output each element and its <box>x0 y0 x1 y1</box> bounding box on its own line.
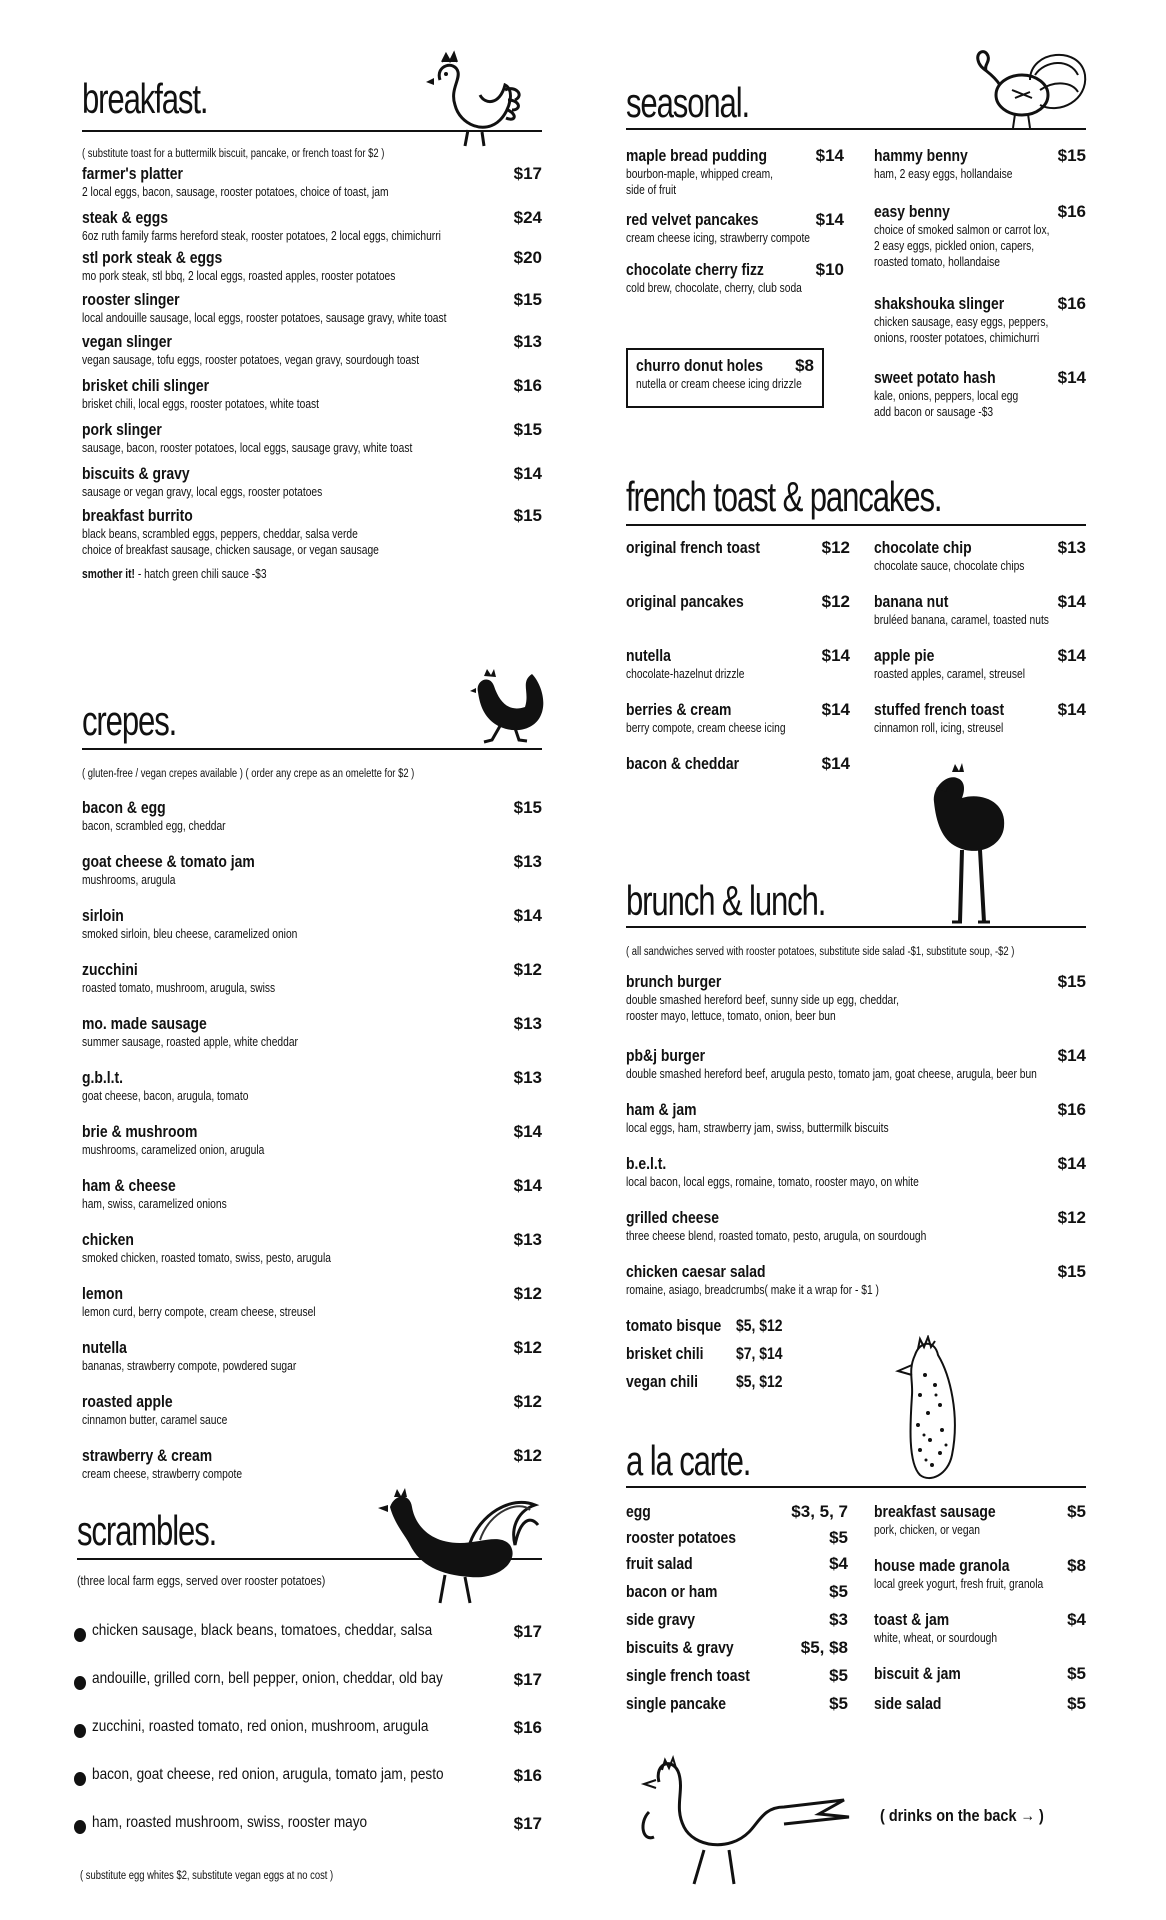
item-desc: local andouille sausage, local eggs, rooster potatoes, sausage gravy, white toast <box>82 311 447 325</box>
bullet-icon <box>74 1772 86 1786</box>
bullet-icon <box>74 1628 86 1642</box>
menu-item <box>626 1638 848 1666</box>
item-price: $14 <box>821 646 850 665</box>
item-desc: local greek yogurt, fresh fruit, granola <box>874 1577 1044 1591</box>
item-desc: cinnamon roll, icing, streusel <box>874 721 1004 735</box>
item-price: $14 <box>513 464 542 483</box>
item-price: $14 <box>513 1122 542 1141</box>
scramble-price: $17 <box>513 1670 542 1689</box>
brunch-note: ( all sandwiches served with rooster potatoes, substitute side salad -$1, substitute soup, -$2 ) <box>626 946 1015 958</box>
item-desc: chicken sausage, easy eggs, peppers, <box>874 315 1049 329</box>
scramble-text: andouille, grilled corn, bell pepper, onion, cheddar, old bay <box>92 1670 443 1687</box>
item-desc: local bacon, local eggs, romaine, tomato, rooster mayo, on white <box>626 1175 919 1189</box>
soup-list <box>626 1316 806 1400</box>
brunch-section <box>626 877 1086 1391</box>
bullet-icon <box>74 1820 86 1834</box>
menu-item <box>874 538 1086 592</box>
menu-item <box>626 1502 848 1528</box>
item-name: goat cheese & tomato jam <box>82 852 255 871</box>
item-name: chocolate chip <box>874 538 972 557</box>
item-name: bacon or ham <box>626 1582 718 1601</box>
item-price: $12 <box>513 1338 542 1357</box>
item-name: shakshouka slinger <box>874 294 1005 313</box>
scramble-text: zucchini, roasted tomato, red onion, mushroom, arugula <box>92 1718 429 1735</box>
soup-price: $5, $12 <box>736 1372 783 1391</box>
menu-item <box>626 1554 848 1582</box>
scramble-price: $17 <box>513 1622 542 1641</box>
item-desc: chocolate sauce, chocolate chips <box>874 559 1025 573</box>
item-name: rooster slinger <box>82 290 180 309</box>
menu-item <box>626 1666 848 1694</box>
scramble-price: $16 <box>513 1718 542 1737</box>
item-desc: rooster mayo, lettuce, tomato, onion, beer bun <box>626 1009 836 1023</box>
item-name: single pancake <box>626 1694 726 1713</box>
item-name: stl pork steak & eggs <box>82 248 223 267</box>
item-name: toast & jam <box>874 1610 950 1629</box>
item-price: $12 <box>513 960 542 979</box>
item-desc: local eggs, ham, strawberry jam, swiss, buttermilk biscuits <box>626 1121 889 1135</box>
item-name: fruit salad <box>626 1554 693 1573</box>
scrambles-footer: ( substitute egg whites $2, substitute vegan eggs at no cost ) <box>80 1870 334 1882</box>
item-desc: lemon curd, berry compote, cream cheese, streusel <box>82 1305 316 1319</box>
menu-item <box>874 294 1086 368</box>
item-price: $5 <box>829 1528 848 1547</box>
soup-price: $7, $14 <box>736 1344 783 1363</box>
item-desc: side of fruit <box>626 183 677 197</box>
item-desc: goat cheese, bacon, arugula, tomato <box>82 1089 249 1103</box>
item-desc: bananas, strawberry compote, powdered sugar <box>82 1359 297 1373</box>
item-desc: mo pork steak, stl bbq, 2 local eggs, roasted apples, rooster potatoes <box>82 269 396 283</box>
item-price: $5 <box>1067 1694 1086 1713</box>
item-desc: choice of breakfast sausage, chicken sausage, or vegan sausage <box>82 543 379 557</box>
item-price: $12 <box>1057 1208 1086 1227</box>
item-name: egg <box>626 1502 651 1521</box>
item-desc: smoked chicken, roasted tomato, swiss, pesto, arugula <box>82 1251 331 1265</box>
scramble-text: chicken sausage, black beans, tomatoes, cheddar, salsa <box>92 1622 433 1639</box>
item-desc: add bacon or sausage -$3 <box>874 405 994 419</box>
soup-name: tomato bisque <box>626 1316 722 1335</box>
item-price: $14 <box>1057 592 1086 611</box>
menu-item <box>82 1068 542 1122</box>
item-price: $15 <box>513 290 542 309</box>
menu-item <box>82 1014 542 1068</box>
item-desc: kale, onions, peppers, local egg <box>874 389 1019 403</box>
brunch-list <box>626 972 1086 1316</box>
scramble-price: $16 <box>513 1766 542 1785</box>
item-price: $20 <box>513 248 542 267</box>
item-desc: mushrooms, arugula <box>82 873 176 887</box>
item-price: $16 <box>1057 294 1086 313</box>
menu-item <box>874 146 1086 202</box>
chicken-illustration <box>420 50 530 150</box>
item-price: $3, 5, 7 <box>791 1502 848 1521</box>
item-name: breakfast sausage <box>874 1502 996 1521</box>
item-name: house made granola <box>874 1556 1010 1575</box>
item-price: $5 <box>829 1666 848 1685</box>
scrambles-note: (three local farm eggs, served over rooster potatoes) <box>77 1573 326 1588</box>
item-desc: roasted apples, caramel, streusel <box>874 667 1025 681</box>
alacarte-right-list <box>874 1502 1086 1724</box>
item-name: bacon & egg <box>82 798 166 817</box>
menu-item <box>874 1664 1086 1694</box>
speckled-hen-illustration <box>880 1335 970 1485</box>
scramble-item <box>82 1814 542 1862</box>
soup-name: vegan chili <box>626 1372 699 1391</box>
menu-item <box>626 1046 1086 1100</box>
item-desc: vegan sausage, tofu eggs, rooster potatoes, vegan gravy, sourdough toast <box>82 353 420 367</box>
item-price: $5, $8 <box>800 1638 848 1657</box>
menu-item <box>82 506 542 566</box>
item-price: $10 <box>815 260 844 279</box>
item-desc: roasted tomato, hollandaise <box>874 255 1000 269</box>
soup-price: $5, $12 <box>736 1316 783 1335</box>
item-price: $12 <box>513 1446 542 1465</box>
item-name: bacon & cheddar <box>626 754 740 773</box>
item-price: $14 <box>1057 700 1086 719</box>
menu-item <box>82 290 542 332</box>
item-desc: ham, 2 easy eggs, hollandaise <box>874 167 1013 181</box>
item-name: berries & cream <box>626 700 732 719</box>
item-desc: pork, chicken, or vegan <box>874 1523 980 1537</box>
item-desc: summer sausage, roasted apple, white cheddar <box>82 1035 298 1049</box>
menu-item <box>626 1528 848 1554</box>
divider <box>626 524 1086 526</box>
item-price: $13 <box>1057 538 1086 557</box>
item-name: banana nut <box>874 592 949 611</box>
crepes-title: crepes. <box>82 697 177 744</box>
item-name: pork slinger <box>82 420 162 439</box>
item-name: side gravy <box>626 1610 695 1629</box>
item-price: $4 <box>829 1554 848 1573</box>
item-price: $13 <box>513 852 542 871</box>
item-desc: romaine, asiago, breadcrumbs( make it a wrap for - $1 ) <box>626 1283 879 1297</box>
item-name: farmer's platter <box>82 164 183 183</box>
item-price: $12 <box>821 592 850 611</box>
item-desc: sausage or vegan gravy, local eggs, rooster potatoes <box>82 485 323 499</box>
item-price: $3 <box>829 1610 848 1629</box>
menu-item <box>626 592 850 646</box>
item-name: grilled cheese <box>626 1208 719 1227</box>
item-price: $24 <box>513 208 542 227</box>
menu-item <box>874 368 1086 438</box>
item-price: $12 <box>821 538 850 557</box>
item-name: zucchini <box>82 960 138 979</box>
item-name: original pancakes <box>626 592 744 611</box>
item-price: $13 <box>513 1230 542 1249</box>
alacarte-left-list <box>626 1502 848 1722</box>
item-name: nutella <box>82 1338 127 1357</box>
menu-item <box>626 260 844 310</box>
item-name: rooster potatoes <box>626 1528 736 1547</box>
item-desc: chocolate-hazelnut drizzle <box>626 667 745 681</box>
item-name: steak & eggs <box>82 208 169 227</box>
smother-text: - hatch green chili sauce -$3 <box>134 567 267 581</box>
item-name: single french toast <box>626 1666 750 1685</box>
menu-item <box>82 208 542 248</box>
breakfast-title: breakfast. <box>82 75 208 122</box>
item-price: $15 <box>513 506 542 525</box>
item-desc: double smashed hereford beef, sunny side up egg, cheddar, <box>626 993 899 1007</box>
menu-item <box>874 1556 1086 1610</box>
french-left-list <box>626 538 850 794</box>
menu-item <box>626 700 850 754</box>
smother-line <box>82 566 459 582</box>
menu-item <box>874 592 1086 646</box>
alacarte-section <box>626 1437 1086 1713</box>
item-price: $14 <box>1057 1046 1086 1065</box>
item-name: red velvet pancakes <box>626 210 759 229</box>
menu-item <box>626 210 844 260</box>
line-rooster-illustration <box>634 1752 854 1892</box>
item-desc: cinnamon butter, caramel sauce <box>82 1413 228 1427</box>
item-price: $8 <box>795 356 814 375</box>
scrambles-list <box>82 1622 542 1862</box>
item-desc: onions, rooster potatoes, chimichurri <box>874 331 1040 345</box>
menu-item <box>626 754 850 794</box>
item-name: maple bread pudding <box>626 146 767 165</box>
bullet-icon <box>74 1724 86 1738</box>
item-name: brie & mushroom <box>82 1122 198 1141</box>
menu-item <box>874 1610 1086 1664</box>
menu-item <box>82 1230 542 1284</box>
scramble-item <box>82 1670 542 1718</box>
menu-item <box>82 420 542 464</box>
french-title: french toast & pancakes. <box>626 473 942 520</box>
menu-item <box>82 852 542 906</box>
item-price: $13 <box>513 1014 542 1033</box>
item-name: churro donut holes <box>636 356 764 375</box>
item-price: $14 <box>821 700 850 719</box>
menu-item <box>874 1502 1086 1556</box>
item-name: hammy benny <box>874 146 968 165</box>
menu-item <box>82 332 542 376</box>
scramble-item <box>82 1622 542 1670</box>
item-name: brisket chili slinger <box>82 376 210 395</box>
item-price: $14 <box>815 210 844 229</box>
item-name: lemon <box>82 1284 124 1303</box>
menu-item <box>626 1208 1086 1262</box>
item-price: $15 <box>1057 146 1086 165</box>
item-price: $17 <box>513 164 542 183</box>
menu-item <box>626 538 850 592</box>
menu-item <box>626 1582 848 1610</box>
french-section <box>626 473 1086 773</box>
menu-item <box>82 248 542 290</box>
item-desc: choice of smoked salmon or carrot lox, <box>874 223 1050 237</box>
item-desc: 6oz ruth family farms hereford steak, rooster potatoes, 2 local eggs, chimichurri <box>82 229 441 243</box>
item-price: $16 <box>513 376 542 395</box>
item-price: $15 <box>513 798 542 817</box>
item-name: ham & jam <box>626 1100 697 1119</box>
item-name: biscuit & jam <box>874 1664 961 1683</box>
menu-item <box>82 1338 542 1392</box>
item-desc: bourbon-maple, whipped cream, <box>626 167 774 181</box>
item-price: $14 <box>513 1176 542 1195</box>
black-hen-illustration <box>470 662 550 744</box>
divider <box>82 748 542 750</box>
item-desc: berry compote, cream cheese icing <box>626 721 786 735</box>
menu-item <box>626 972 1086 1046</box>
scramble-item <box>82 1766 542 1814</box>
item-price: $14 <box>1057 1154 1086 1173</box>
menu-item <box>626 646 850 700</box>
seasonal-title: seasonal. <box>626 79 750 126</box>
item-desc: three cheese blend, roasted tomato, pesto, arugula, on sourdough <box>626 1229 927 1243</box>
item-name: roasted apple <box>82 1392 173 1411</box>
item-name: mo. made sausage <box>82 1014 207 1033</box>
item-price: $13 <box>513 1068 542 1087</box>
item-name: biscuits & gravy <box>82 464 190 483</box>
item-price: $4 <box>1067 1610 1086 1629</box>
item-name: sweet potato hash <box>874 368 996 387</box>
menu-item <box>626 146 844 210</box>
item-price: $5 <box>1067 1664 1086 1683</box>
item-desc: 2 local eggs, bacon, sausage, rooster potatoes, choice of toast, jam <box>82 185 389 199</box>
menu-item <box>626 1694 848 1722</box>
rooster-illustration <box>370 1485 540 1605</box>
bullet-icon <box>74 1676 86 1690</box>
item-name: strawberry & cream <box>82 1446 213 1465</box>
scramble-item <box>82 1718 542 1766</box>
item-price: $15 <box>513 420 542 439</box>
item-name: chicken <box>82 1230 134 1249</box>
item-price: $5 <box>1067 1502 1086 1521</box>
scramble-text: bacon, goat cheese, red onion, arugula, tomato jam, pesto <box>92 1766 444 1783</box>
item-desc: bacon, scrambled egg, cheddar <box>82 819 226 833</box>
item-desc: ham, swiss, caramelized onions <box>82 1197 227 1211</box>
item-price: $14 <box>821 754 850 773</box>
item-desc: brisket chili, local eggs, rooster potatoes, white toast <box>82 397 320 411</box>
breakfast-note: ( substitute toast for a buttermilk biscuit, pancake, or french toast for $2 ) <box>82 148 385 160</box>
item-name: sirloin <box>82 906 124 925</box>
item-name: chicken caesar salad <box>626 1262 766 1281</box>
item-desc: mushrooms, caramelized onion, arugula <box>82 1143 265 1157</box>
menu-item <box>82 164 542 208</box>
menu-item <box>626 1154 1086 1208</box>
item-name: breakfast burrito <box>82 506 193 525</box>
item-desc: roasted tomato, mushroom, arugula, swiss <box>82 981 276 995</box>
menu-item <box>626 1610 848 1638</box>
seasonal-left-list <box>626 146 844 310</box>
menu-item <box>874 646 1086 700</box>
french-right-list <box>874 538 1086 754</box>
item-name: g.b.l.t. <box>82 1068 124 1087</box>
menu-item <box>626 1262 1086 1316</box>
drinks-note[interactable]: ( drinks on the back → ) <box>880 1806 1044 1825</box>
item-price: $15 <box>1057 972 1086 991</box>
scramble-text: ham, roasted mushroom, swiss, rooster mayo <box>92 1814 368 1831</box>
menu-item <box>82 906 542 960</box>
divider <box>626 1486 1086 1488</box>
item-price: $8 <box>1067 1556 1086 1575</box>
item-name: easy benny <box>874 202 950 221</box>
item-name: side salad <box>874 1694 942 1713</box>
item-desc: black beans, scrambled eggs, peppers, cheddar, salsa verde <box>82 527 358 541</box>
menu-item <box>82 960 542 1014</box>
menu-item <box>82 1176 542 1230</box>
item-name: pb&j burger <box>626 1046 706 1065</box>
soup-item <box>626 1344 806 1372</box>
item-price: $15 <box>1057 1262 1086 1281</box>
item-name: apple pie <box>874 646 935 665</box>
seasonal-right-list <box>874 146 1086 438</box>
item-desc: white, wheat, or sourdough <box>874 1631 998 1645</box>
smother-label: smother it! <box>82 567 135 581</box>
menu-item <box>82 376 542 420</box>
item-price: $16 <box>1057 202 1086 221</box>
crepes-list <box>82 798 542 1500</box>
item-price: $14 <box>1057 368 1086 387</box>
item-price: $13 <box>513 332 542 351</box>
breakfast-list <box>82 164 542 582</box>
item-desc: cream cheese, strawberry compote <box>82 1467 243 1481</box>
menu-item <box>82 798 542 852</box>
soup-item <box>626 1372 806 1400</box>
scramble-price: $17 <box>513 1814 542 1833</box>
item-price: $14 <box>513 906 542 925</box>
item-name: brunch burger <box>626 972 722 991</box>
menu-item <box>874 700 1086 754</box>
menu-item <box>874 202 1086 294</box>
menu-item <box>82 1122 542 1176</box>
divider <box>626 926 1086 928</box>
soup-name: brisket chili <box>626 1344 704 1363</box>
item-name: original french toast <box>626 538 761 557</box>
turkey-illustration <box>960 40 1090 130</box>
item-name: stuffed french toast <box>874 700 1005 719</box>
crepes-note: ( gluten-free / vegan crepes available ) ( order any crepe as an omelette for $2 ) <box>82 768 415 780</box>
item-desc: cream cheese icing, strawberry compote <box>626 231 811 245</box>
item-price: $5 <box>829 1694 848 1713</box>
item-name: chocolate cherry fizz <box>626 260 764 279</box>
item-price: $14 <box>1057 646 1086 665</box>
menu-item <box>636 356 814 376</box>
menu-item <box>82 1284 542 1338</box>
menu-item <box>874 1694 1086 1724</box>
item-name: biscuits & gravy <box>626 1638 734 1657</box>
item-price: $12 <box>513 1284 542 1303</box>
tall-bird-illustration <box>922 762 1012 927</box>
item-name: vegan slinger <box>82 332 172 351</box>
item-desc: sausage, bacon, rooster potatoes, local eggs, sausage gravy, white toast <box>82 441 413 455</box>
item-desc: bruléed banana, caramel, toasted nuts <box>874 613 1049 627</box>
soup-item <box>626 1316 806 1344</box>
item-price: $5 <box>829 1582 848 1601</box>
churro-box <box>626 348 824 408</box>
item-desc: smoked sirloin, bleu cheese, caramelized onion <box>82 927 298 941</box>
item-desc: 2 easy eggs, pickled onion, capers, <box>874 239 1035 253</box>
alacarte-title: a la carte. <box>626 1437 751 1484</box>
item-desc: double smashed hereford beef, arugula pesto, tomato jam, goat cheese, arugula, beer bun <box>626 1067 1037 1081</box>
item-price: $14 <box>815 146 844 165</box>
item-name: b.e.l.t. <box>626 1154 667 1173</box>
menu-item <box>82 1392 542 1446</box>
menu-item <box>82 464 542 506</box>
item-price: $16 <box>1057 1100 1086 1119</box>
scrambles-title: scrambles. <box>77 1507 217 1554</box>
menu-item <box>626 1100 1086 1154</box>
item-price: $12 <box>513 1392 542 1411</box>
item-name: nutella <box>626 646 671 665</box>
item-desc: nutella or cream cheese icing drizzle <box>636 377 802 391</box>
brunch-title: brunch & lunch. <box>626 877 826 924</box>
item-name: ham & cheese <box>82 1176 176 1195</box>
item-desc: cold brew, chocolate, cherry, club soda <box>626 281 802 295</box>
